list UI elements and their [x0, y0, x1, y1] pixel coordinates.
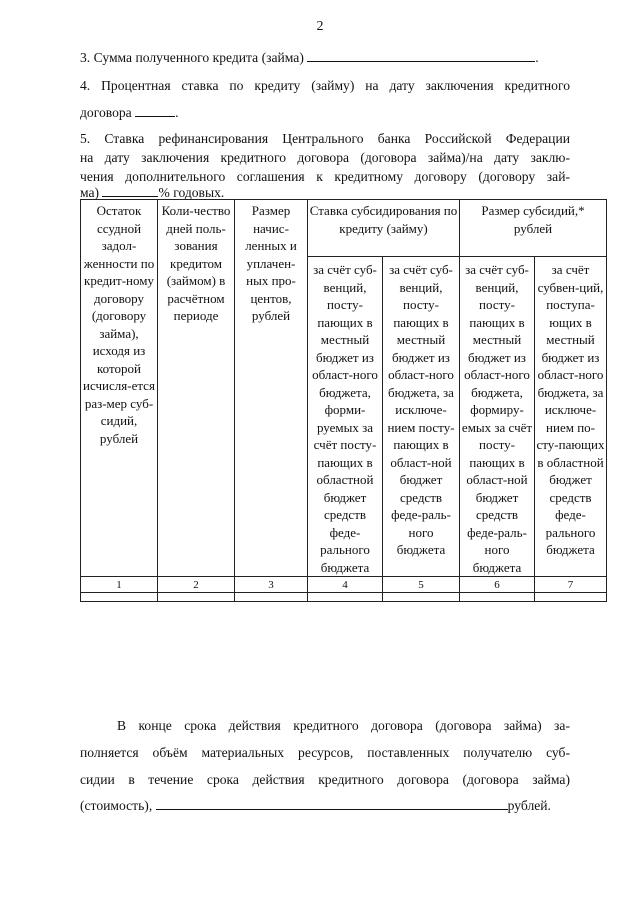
interest-rate-blank: [135, 103, 175, 117]
header-amount-nonfederal: за счёт субвен-ций, поступа-ющих в местный бюджет из област-ного бюджета, за исключе-нием по-сту-пающих в областной бюджет средств феде-рального бюджета: [535, 257, 607, 577]
item-4-end: .: [175, 105, 179, 120]
item-3-label: 3. Сумма полученного кредита (займа): [80, 50, 304, 65]
item-5-line4-start: ма): [80, 185, 100, 200]
item-3-end: .: [535, 50, 539, 65]
empty-cell: [158, 593, 235, 602]
closing-line4: [80, 796, 570, 815]
column-number-row: [81, 577, 607, 593]
column-number: 1: [81, 577, 158, 593]
closing-cost-label: (стоимость),: [80, 798, 153, 813]
refinancing-rate-blank: [102, 183, 158, 197]
header-subsidy-amount-group: Размер субсидий,* рублей: [460, 200, 607, 257]
column-number: 4: [308, 577, 383, 593]
empty-cell: [308, 593, 383, 602]
empty-cell: [460, 593, 535, 602]
column-number: 5: [383, 577, 460, 593]
column-number: 7: [535, 577, 607, 593]
cost-blank: [156, 796, 508, 810]
item-3-credit-amount: [80, 48, 570, 67]
closing-line3: сидии в течение срока действия кредитного договора (договора займа): [80, 772, 570, 787]
header-days-used: Коли-чество дней поль-зования кредитом (займом) в расчётном периоде: [158, 200, 235, 577]
item-5-refinancing-line1: 5. Ставка рефинансирования Центрального банка Российской Федерации: [80, 131, 570, 146]
closing-currency: рублей.: [507, 798, 551, 813]
header-rate-nonfederal: за счёт суб-венций, посту-пающих в местный бюджет из област-ного бюджета, за исключе-нием посту-пающих в област-ной бюджет средств феде-раль-ного бюджета: [383, 257, 460, 577]
item-4-contract-label: договора: [80, 105, 132, 120]
header-rate-federal: за счёт суб-венций, посту-пающих в местный бюджет из област-ного бюджета, форми-руемых за счёт посту-пающих в областной бюджет средств феде-рального бюджета: [308, 257, 383, 577]
empty-cell: [535, 593, 607, 602]
item-5-refinancing-line2: на дату заключения кредитного договора (договора займа)/на дату заклю-: [80, 150, 570, 165]
header-subsidy-rate-group: Ставка субсидирования по кредиту (займу): [308, 200, 460, 257]
page-number: 2: [316, 19, 324, 34]
column-number: 2: [158, 577, 235, 593]
column-number: 3: [235, 577, 308, 593]
header-interest-paid: Размер начис-ленных и уплачен-ных про-центов, рублей: [235, 200, 308, 577]
closing-line1: В конце срока действия кредитного договора (договора займа) за-: [117, 718, 570, 733]
closing-line2: полняется объём материальных ресурсов, поставленных получателю суб-: [80, 745, 570, 760]
item-4-interest-rate-line1: 4. Процентная ставка по кредиту (займу) на дату заключения кредитного: [80, 78, 570, 93]
item-5-refinancing-line3: чения дополнительного соглашения к кредитному договору (договору зай-: [80, 169, 570, 184]
header-amount-federal: за счёт суб-венций, посту-пающих в местный бюджет из област-ного бюджета, формиру-емых за счёт посту-пающих в област-ной бюджет средств феде-раль-ного бюджета: [460, 257, 535, 577]
empty-data-row: [81, 593, 607, 602]
column-number: 6: [460, 577, 535, 593]
item-4-interest-rate-line2: [80, 103, 570, 122]
item-5-line4-end: % годовых.: [158, 185, 225, 200]
empty-cell: [81, 593, 158, 602]
header-loan-balance: Остаток ссудной задол-женности по кредит-ному договору (договору займа), исходя из которой исчисля-ется раз-мер суб-сидий, рублей: [81, 200, 158, 577]
empty-cell: [235, 593, 308, 602]
credit-amount-blank: [307, 48, 535, 62]
empty-cell: [383, 593, 460, 602]
subsidy-table: [80, 199, 607, 602]
